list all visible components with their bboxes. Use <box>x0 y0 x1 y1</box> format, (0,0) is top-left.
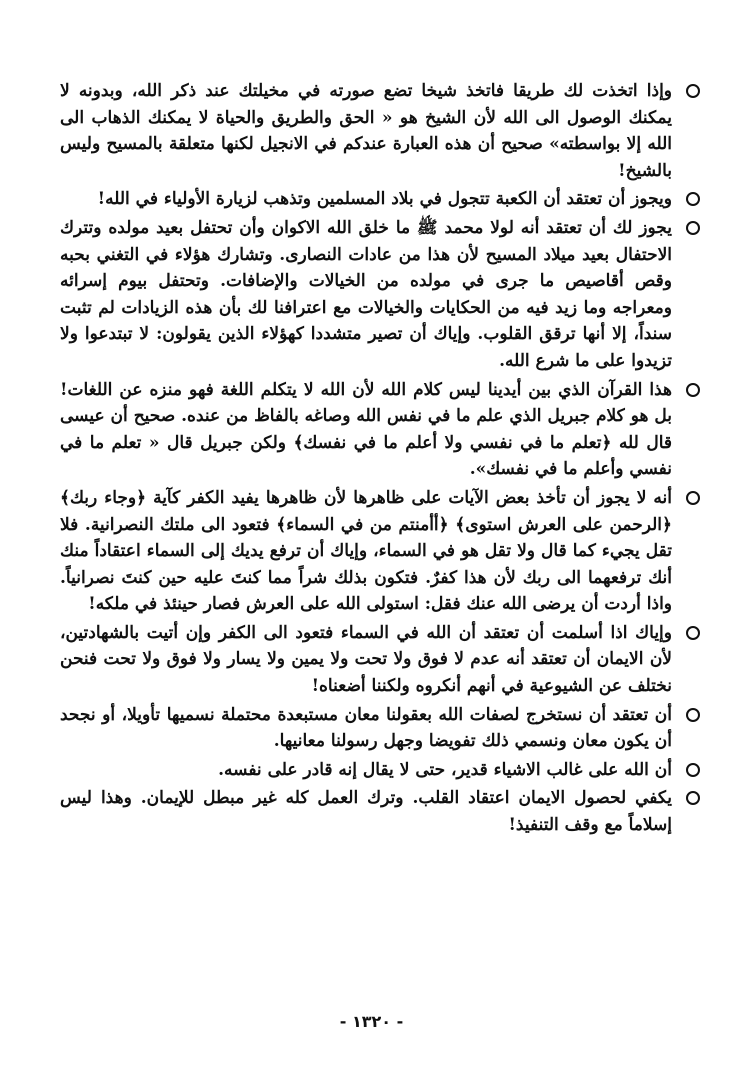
paragraph-4 <box>60 377 700 483</box>
bullet-circle-icon <box>686 791 700 805</box>
page-number: - ١٣٢٠ - <box>339 1012 404 1031</box>
paragraph-8 <box>60 757 700 784</box>
paragraph-6 <box>60 620 700 700</box>
bullet-circle-icon <box>686 763 700 777</box>
bullet-circle-icon <box>686 491 700 505</box>
paragraph-1 <box>60 78 700 184</box>
paragraph-text: يجوز لك أن تعتقد أنه لولا محمد ﷺ ما خلق الله الاكوان وأن تحتفل بعيد مولده وتترك الاحتفال بعيد ميلاد المسيح لأن هذا من عادات النصارى. وتشارك هؤلاء في التغني بحبه وقص أقاصيص ما جرى في مولده من الخيالات والإضافات. وتحتفل بيوم إسرائه ومعراجه وما زيد فيه من الحكايات والخيالات مع اعترافنا لك بأن هذه الزيادات لم تثبت سنداً، إلا أنها ترقق القلوب. وإياك أن تصير متشددا كهؤلاء الذين يقولون: لا تبتدعوا ولا تزيدوا على ما شرع الله. <box>60 217 672 371</box>
paragraph-2 <box>60 186 700 213</box>
bullet-circle-icon <box>686 192 700 206</box>
paragraph-text: هذا القرآن الذي بين أيدينا ليس كلام الله لأن الله لا يتكلم اللغة فهو منزه عن اللغات! بل هو كلام جبريل الذي علم ما في نفس الله وصاغه بالفاظ من عنده. صحيح أن عيسى قال لله ﴿تعلم ما في نفسي ولا أعلم ما في نفسك﴾ ولكن جبريل قال « تعلم ما في نفسي وأعلم ما في نفسك». <box>60 379 672 480</box>
paragraph-text: وإياك اذا أسلمت أن تعتقد أن الله في السماء فتعود الى الكفر وإن أتيت بالشهادتين، لأن الايمان أن تعتقد أنه عدم لا فوق ولا تحت ولا يمين ولا يسار ولا فوق ولا تحت فنحن نختلف عن الشيوعية في أنهم أنكروه ولكننا أضعناه! <box>60 622 672 697</box>
paragraph-text: أنه لا يجوز أن تأخذ بعض الآيات على ظاهرها لأن ظاهرها يفيد الكفر كآية ﴿وجاء ربك﴾ ﴿الرحمن على العرش استوى﴾ ﴿أأمنتم من في السماء﴾ فتعود الى ملتك النصرانية. فلا تقل يجيء كما قال ولا تقل هو في السماء، وإياك أن ترفع يديك إلى السماء اعتقاداً منك أنك ترفعهما الى ربك لأن هذا كفرٌ. فتكون بذلك شراً مما كنتَ عليه حين كنتَ نصرانياً. واذا أردت أن يرضى الله عنك فقل: استولى الله على العرش فصار حينئذ في ملكه! <box>60 487 672 615</box>
paragraph-5 <box>60 485 700 618</box>
bullet-circle-icon <box>686 221 700 235</box>
paragraph-text: ويجوز أن تعتقد أن الكعبة تتجول في بلاد المسلمين وتذهب لزيارة الأولياء في الله! <box>97 189 672 210</box>
paragraph-text: يكفي لحصول الايمان اعتقاد القلب. وترك العمل كله غير مبطل للإيمان. وهذا ليس إسلاماً مع وقف التنفيذ! <box>60 788 672 836</box>
document-body <box>60 78 700 839</box>
paragraph-3 <box>60 215 700 375</box>
paragraph-text: أن تعتقد أن نستخرج لصفات الله بعقولنا معان مستبعدة محتملة نسميها تأويلا، أو نجحد أن يكون معان ونسمي ذلك تفويضا وجهل رسولنا معانيها. <box>60 704 672 752</box>
paragraph-text: وإذا اتخذت لك طريقا فاتخذ شيخا تضع صورته في مخيلتك عند ذكر الله، وبدونه لا يمكنك الوصول الى الله لأن الشيخ هو « الحق والطريق والحياة لا يمكنك الذهاب الى الله إلا بواسطته» صحيح أن هذه العبارة عندكم في الانجيل لكنها متعلقة بالمسيح وليس بالشيخ! <box>60 81 672 181</box>
bullet-circle-icon <box>686 708 700 722</box>
bullet-circle-icon <box>686 383 700 397</box>
paragraph-text: أن الله على غالب الاشياء قدير، حتى لا يقال إنه قادر على نفسه. <box>218 759 672 780</box>
bullet-circle-icon <box>686 626 700 640</box>
bullet-circle-icon <box>686 84 700 98</box>
paragraph-7 <box>60 702 700 755</box>
paragraph-9 <box>60 785 700 838</box>
